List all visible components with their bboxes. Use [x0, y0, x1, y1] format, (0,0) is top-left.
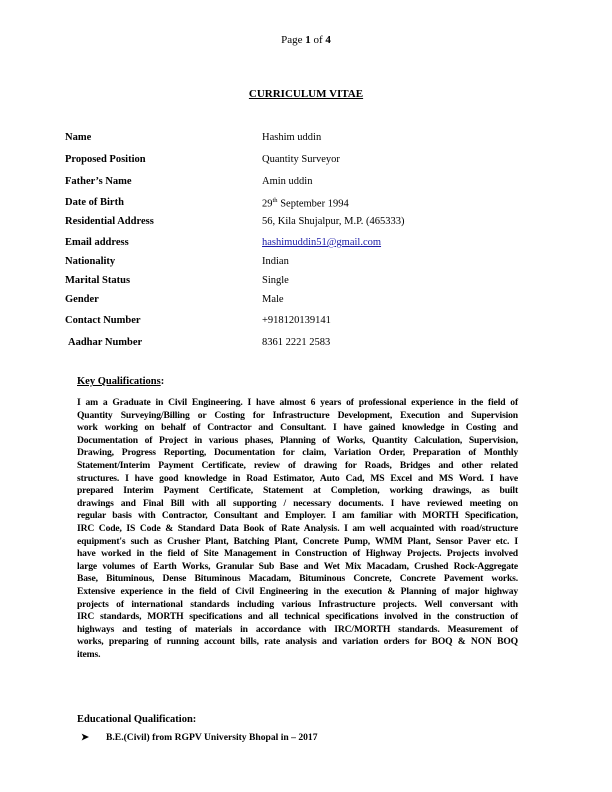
document-title: CURRICULUM VITAE	[248, 88, 364, 100]
arrow-bullet-icon: ➤	[81, 732, 90, 743]
detail-label: Date of Birth	[65, 197, 124, 208]
education-item-text: B.E.(Civil) from RGPV University Bhopal in – 2017	[106, 732, 318, 743]
ordinal-suffix: th	[272, 197, 278, 204]
detail-label: Email address	[65, 237, 129, 248]
detail-value: Male	[262, 294, 284, 305]
paragraph-line: projects of international standards including various Infrastructure projects. Well conversant with	[77, 598, 518, 610]
paragraph-line: Documentation of Project in various phases, Planning of Works, Quantity Calculation, Supervision,	[77, 434, 518, 446]
page-current: 1	[305, 34, 311, 46]
detail-label: Aadhar Number	[68, 337, 143, 348]
education-item	[81, 732, 318, 743]
detail-label: Father’s Name	[65, 176, 132, 187]
paragraph-line: works, preparing of running account bills, rate analysis and variation orders for BOQ & NON BOQ	[77, 636, 518, 648]
page-total: 4	[325, 34, 331, 46]
detail-label: Marital Status	[65, 275, 131, 286]
paragraph-line: regular basis with Contractor, Consultant and Employer. I am familiar with MORTH Specification,	[77, 510, 518, 522]
detail-value	[262, 197, 349, 210]
education-heading: Educational Qualification:	[77, 714, 197, 725]
key-qualifications-paragraph	[77, 397, 518, 661]
detail-value: 56, Kila Shujalpur, M.P. (465333)	[262, 216, 405, 227]
paragraph-line: work working on behalf of Contractor and Consultant. I have gained knowledge in Costing and	[77, 422, 518, 434]
paragraph-line: items.	[77, 648, 101, 660]
page-of: of	[310, 34, 326, 46]
detail-label: Residential Address	[65, 216, 154, 227]
paragraph-line: I am a Graduate in Civil Engineering. I have almost 6 years of professional experience in the field of	[77, 397, 518, 408]
paragraph-line: Extensive experience in the field of Civil Engineering in the execution & Planning of major highway	[77, 585, 518, 597]
page-indicator	[0, 34, 612, 46]
detail-label: Proposed Position	[65, 154, 146, 165]
paragraph-line: IRC Code, IS Code & Standard Data Book of Rate Analysis. I am well acquainted with road/structure	[77, 522, 518, 534]
detail-value: Amin uddin	[262, 176, 313, 187]
email-link[interactable]: hashimuddin51@gmail.com	[262, 237, 382, 248]
day: 29	[262, 198, 273, 210]
detail-label: Name	[65, 132, 92, 143]
paragraph-line: equipment's such as Crusher Plant, Batching Plant, Concrete Pump, WMM Plant, Sensor Paver etc. I	[77, 535, 518, 547]
paragraph-line: Drawing, Progress Reporting, Documentation for claim, Variation Order, Preparation of Monthly	[77, 447, 518, 459]
paragraph-line: large volumes of Earth Works, Granular Sub Base and Wet Mix Macadam, Crushed Rock-Aggregate	[77, 560, 518, 572]
heading-text: Key Qualifications	[77, 376, 161, 387]
key-qualifications-heading	[77, 376, 164, 387]
heading-colon: :	[160, 376, 165, 387]
month-year: September 1994	[277, 198, 349, 210]
page-prefix: Page	[281, 34, 306, 46]
detail-label: Nationality	[65, 256, 116, 267]
paragraph-line: Statement/Interim Payment Certificate, review of drawing for Roads, Bridges and other related	[77, 459, 518, 471]
paragraph-line: highways and testing of materials in accordance with IRC/MORTH standards. Measurement of	[77, 623, 518, 635]
detail-value: Hashim uddin	[262, 132, 322, 143]
detail-label: Contact Number	[65, 315, 141, 326]
paragraph-line: drawings and Final Bill with all supporting / necessary documents. I have reviewed meeting on	[77, 497, 518, 509]
paragraph-line: IRC standards, MORTH specifications and all technical specifications involved in the construction of	[77, 611, 518, 623]
paragraph-line: Quantity Surveying/Billing or Costing for Infrastructure Development, Execution and Supervision	[77, 409, 518, 421]
paragraph-line: Base, Bituminous, Dense Bituminous Macadam, Bituminous Concrete, Concrete Pavement works.	[77, 573, 518, 585]
detail-value: 8361 2221 2583	[262, 337, 331, 348]
detail-label: Gender	[65, 294, 99, 305]
paragraph-line: structures. I have good knowledge in Road Estimator, Auto Cad, MS Excel and MS Word. I have	[77, 472, 518, 484]
detail-value: Single	[262, 275, 289, 286]
paragraph-line: prepared Interim Payment Certificate, Statement at Completion, working drawings, as built	[77, 485, 518, 497]
paragraph-line: have worked in the field of Site Management in Construction of Highway Projects. Projects involved	[77, 548, 518, 560]
detail-value: Quantity Surveyor	[262, 154, 340, 165]
detail-value: Indian	[262, 256, 289, 267]
detail-value	[262, 237, 381, 248]
detail-value: +918120139141	[262, 315, 331, 326]
